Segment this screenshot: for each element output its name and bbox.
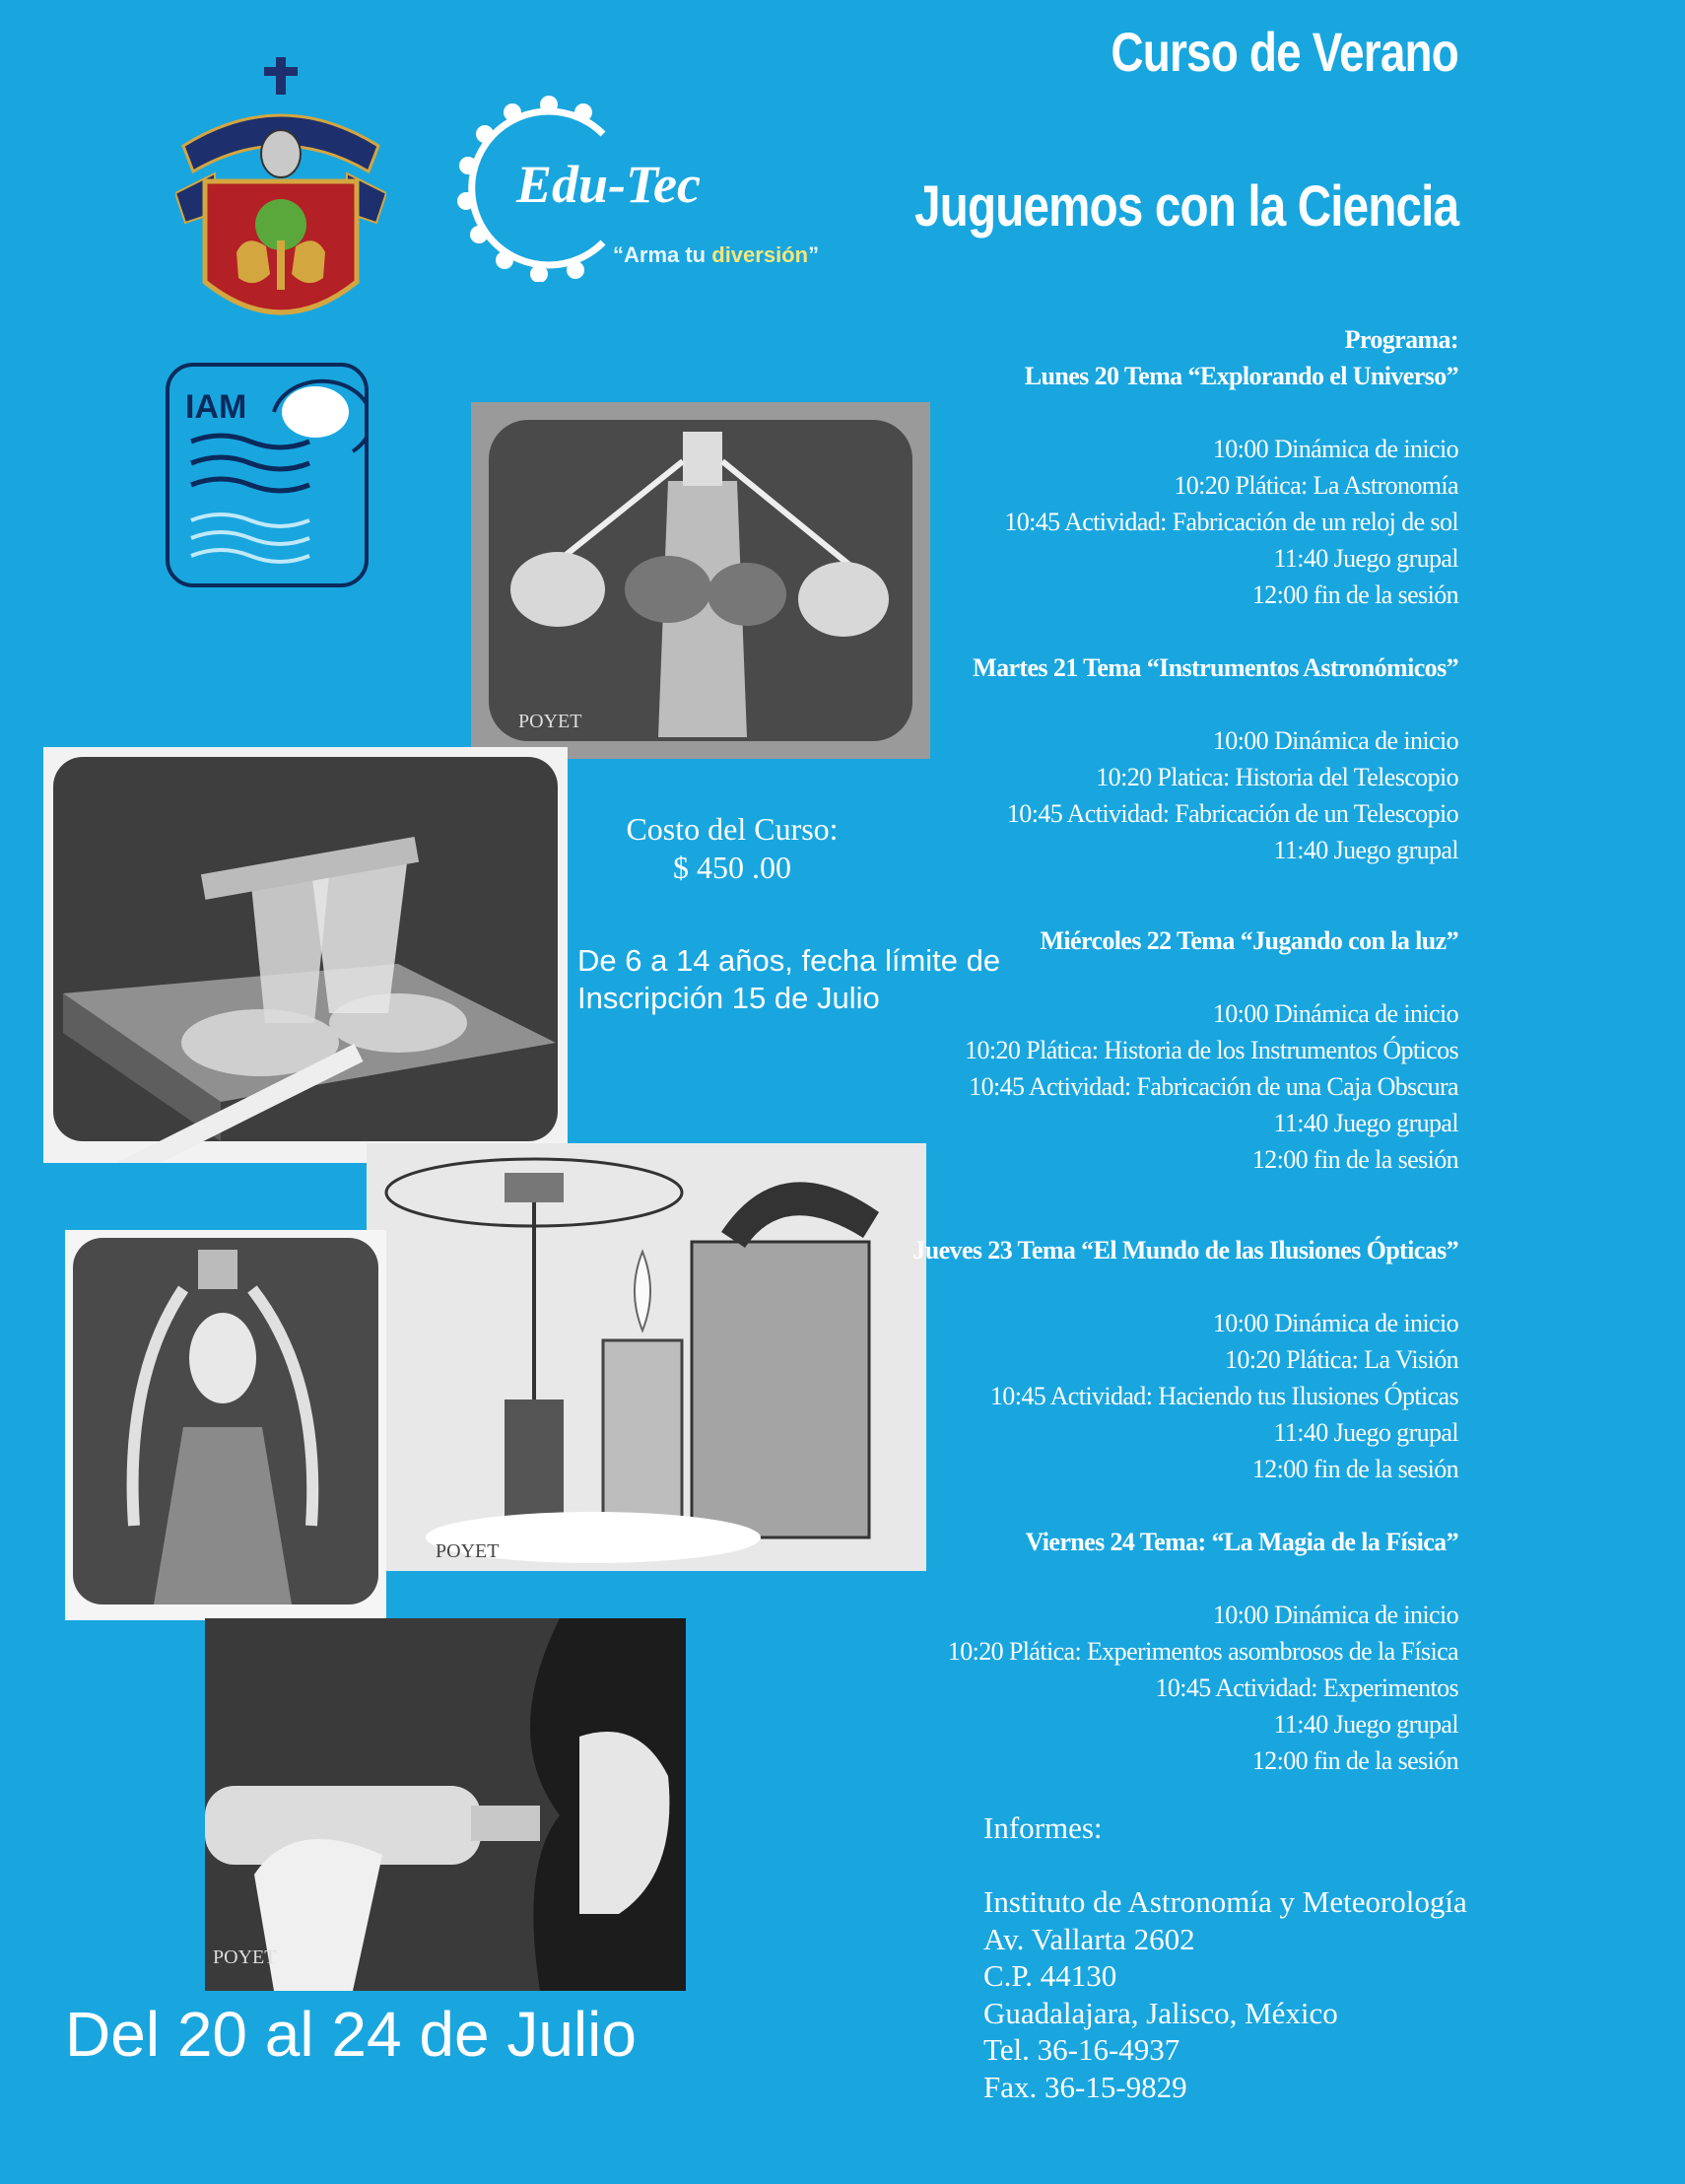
schedule-item: 10:45 Actividad: Experimentos xyxy=(1155,1673,1458,1702)
schedule-item: 10:00 Dinámica de inicio xyxy=(1212,435,1458,463)
edutec-logo xyxy=(455,95,889,282)
schedule-item: 11:40 Juego grupal xyxy=(1273,1418,1458,1447)
schedule-item: 11:40 Juego grupal xyxy=(1273,544,1458,573)
ages-and-deadline: De 6 a 14 años, fecha límite de Inscripción 15 de Julio xyxy=(577,943,1001,1015)
iam-text: IAM xyxy=(185,388,247,426)
course-title-heading: Juguemos con la Ciencia xyxy=(913,174,1458,239)
schedule-item: 10:20 Plática: La Visión xyxy=(1224,1345,1458,1374)
program-schedule xyxy=(709,321,1458,1779)
engraving-signature: POYET xyxy=(436,1540,500,1562)
schedule-item: 10:00 Dinámica de inicio xyxy=(1212,726,1458,755)
schedule-item: 10:45 Actividad: Haciendo tus Ilusiones Ópticas xyxy=(989,1382,1458,1410)
schedule-item: 11:40 Juego grupal xyxy=(1273,1109,1458,1137)
edutec-tagline: “Arma tu diversión” xyxy=(613,242,820,267)
schedule-item: 10:20 Plática: Experimentos asombrosos de la Física xyxy=(947,1637,1458,1666)
schedule-item: 12:00 fin de la sesión xyxy=(1251,1455,1458,1483)
schedule-item: 10:45 Actividad: Fabricación de una Caja Obscura xyxy=(969,1072,1458,1101)
engraving-signature: POYET xyxy=(213,1946,277,1968)
schedule-item: 10:45 Actividad: Fabricación de un Telescopio xyxy=(1006,799,1458,828)
course-type-heading: Curso de Verano xyxy=(1111,21,1458,83)
engraving-signature: POYET xyxy=(518,711,582,732)
schedule-item: 10:45 Actividad: Fabricación de un reloj de sol xyxy=(1004,508,1458,536)
day-title: Viernes 24 Tema: “La Magia de la Física” xyxy=(1025,1528,1458,1556)
schedule-item: 10:00 Dinámica de inicio xyxy=(1212,999,1458,1028)
university-crest-icon xyxy=(175,55,386,337)
cost-value: $ 450 .00 xyxy=(673,850,791,885)
info-line: Tel. 36-16-4937 xyxy=(983,2032,1180,2067)
schedule-item: 12:00 fin de la sesión xyxy=(1251,1145,1458,1174)
person-bottle-engraving-icon xyxy=(205,1618,686,1991)
glasses-tray-engraving-icon xyxy=(43,747,568,1163)
day-title: Lunes 20 Tema “Explorando el Universo” xyxy=(1024,362,1458,390)
iam-logo xyxy=(166,363,369,587)
schedule-item: 11:40 Juego grupal xyxy=(1273,836,1458,864)
schedule-item: 12:00 fin de la sesión xyxy=(1251,1746,1458,1775)
edutec-name: Edu-Tec xyxy=(516,155,701,214)
schedule-item: 10:00 Dinámica de inicio xyxy=(1212,1601,1458,1629)
info-heading: Informes: xyxy=(983,1810,1103,1845)
info-line: Av. Vallarta 2602 xyxy=(983,1921,1195,1956)
day-title: Jueves 23 Tema “El Mundo de las Ilusiones Ópticas” xyxy=(912,1236,1458,1264)
schedule-item: 10:20 Plática: Historia de los Instrumentos Ópticos xyxy=(965,1036,1458,1064)
schedule-item: 10:20 Plática: La Astronomía xyxy=(1174,471,1458,500)
schedule-item: 10:00 Dinámica de inicio xyxy=(1212,1309,1458,1337)
schedule-item: 11:40 Juego grupal xyxy=(1273,1710,1458,1739)
cost-label: Costo del Curso: xyxy=(626,811,839,847)
day-title: Miércoles 22 Tema “Jugando con la luz” xyxy=(1040,926,1458,955)
schedule-item: 10:20 Platica: Historia del Telescopio xyxy=(1096,763,1458,791)
info-line: Guadalajara, Jalisco, México xyxy=(983,1995,1338,2030)
program-heading: Programa: xyxy=(1344,325,1458,354)
info-line: Instituto de Astronomía y Meteorología xyxy=(983,1884,1467,1919)
info-line: C.P. 44130 xyxy=(983,1958,1117,1993)
day-title: Martes 21 Tema “Instrumentos Astronómicos” xyxy=(973,653,1458,682)
schedule-item: 12:00 fin de la sesión xyxy=(1251,580,1458,609)
contact-info xyxy=(983,1809,1467,2105)
course-dates: Del 20 al 24 de Julio xyxy=(65,1999,637,2070)
info-line: Fax. 36-15-9829 xyxy=(983,2069,1187,2104)
forks-bottle-engraving-icon xyxy=(65,1230,386,1620)
